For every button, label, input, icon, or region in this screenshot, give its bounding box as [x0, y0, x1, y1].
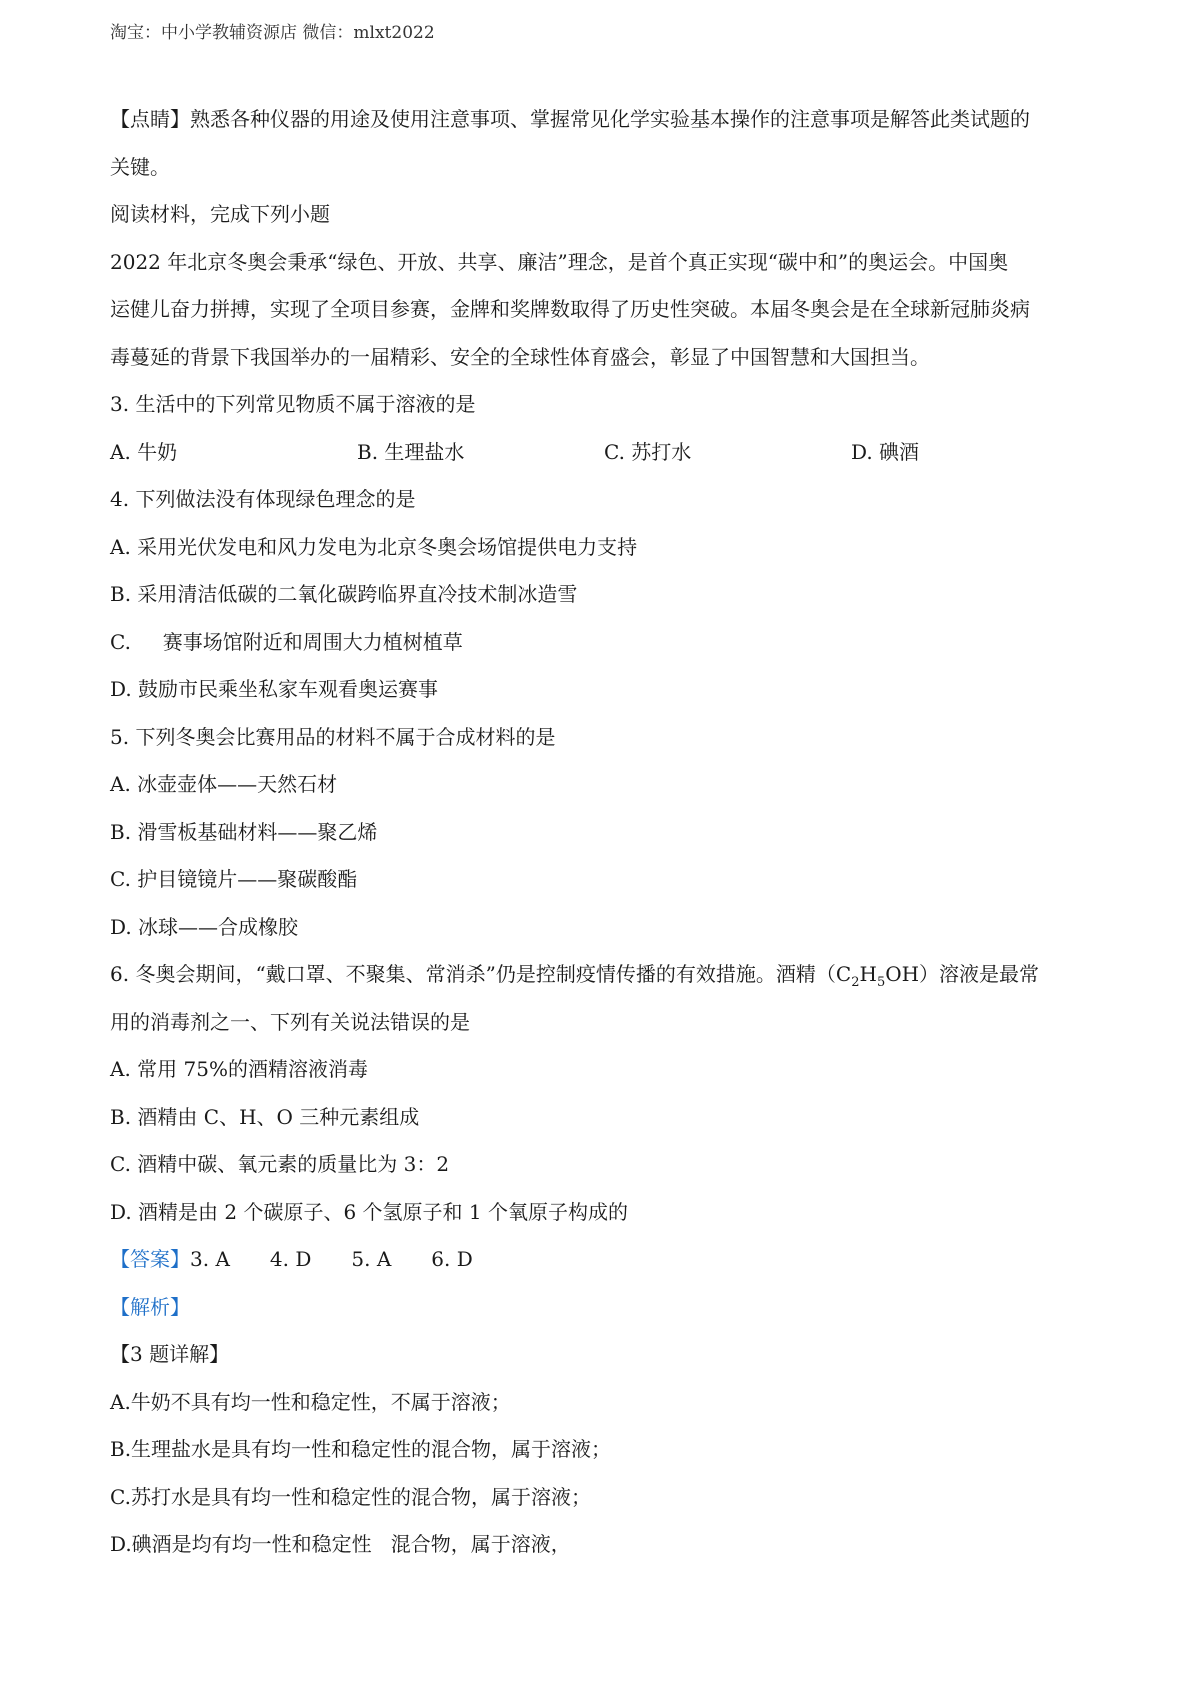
q3-option-a: A. 牛奶	[110, 439, 178, 464]
q4-option-a: A. 采用光伏发电和风力发电为北京冬奥会场馆提供电力支持	[110, 534, 638, 559]
dianjing-tag: 【点睛】	[110, 107, 190, 131]
dianjing-line-2: 关键。	[110, 154, 170, 179]
q4-stem: 4. 下列做法没有体现绿色理念的是	[110, 487, 416, 511]
answer-item: 6. D	[431, 1247, 473, 1271]
document-body	[110, 96, 1100, 1569]
q3-option-d: D. 碘酒	[851, 439, 920, 464]
q3-stem: 3. 生活中的下列常见物质不属于溶液的是	[110, 392, 476, 416]
answer-item: 3. A	[190, 1247, 230, 1271]
q4-option-c: C. 赛事场馆附近和周围大力植树植草	[110, 629, 463, 654]
reading-paragraph-line-1: 2022 年北京冬奥会秉承“绿色、开放、共享、廉洁”理念，是首个真正实现“碳中和”的奥运会。中国奥	[110, 249, 1009, 274]
answer-row	[110, 1236, 1100, 1284]
q5-stem: 5. 下列冬奥会比赛用品的材料不属于合成材料的是	[110, 724, 556, 749]
q4-option-d: D. 鼓励市民乘坐私家车观看奥运赛事	[110, 677, 439, 701]
reading-paragraph-line-2: 运健儿奋力拼搏，实现了全项目参赛，金牌和奖牌数取得了历史性突破。本届冬奥会是在全球新冠肺炎病	[110, 297, 1030, 321]
q6-stem-line-1: 6. 冬奥会期间，“戴口罩、不聚集、常消杀”仍是控制疫情传播的有效措施。酒精$(C_2H_5OH)$溶液是最常	[110, 962, 1040, 990]
q5-option-b: B. 滑雪板基础材料——聚乙烯	[110, 819, 378, 844]
answer-tag: 【答案】	[110, 1247, 190, 1271]
reading-intro: 阅读材料，完成下列小题	[110, 202, 330, 226]
q6-stem-line-2: 用的消毒剂之一、下列有关说法错误的是	[110, 1009, 470, 1034]
q6-option-d: D. 酒精是由 2 个碳原子、6 个氢原子和 1 个氧原子构成的	[110, 1199, 628, 1224]
q6-option-a: A. 常用 75%的酒精溶液消毒	[110, 1057, 368, 1081]
detail3-b: B.生理盐水是具有均一性和稳定性的混合物，属于溶液；	[110, 1437, 612, 1461]
q5-option-d: D. 冰球——合成橡胶	[110, 914, 299, 939]
dianjing-line-1: 【点睛】熟悉各种仪器的用途及使用注意事项、掌握常见化学实验基本操作的注意事项是解答此类试题的	[110, 107, 1030, 131]
detail3-title: 【3 题详解】	[110, 1342, 230, 1366]
q6-option-c: C. 酒精中碳、氧元素的质量比为 3：2	[110, 1152, 450, 1176]
analysis-tag: 【解析】	[110, 1294, 190, 1319]
reading-paragraph-line-3: 毒蔓延的背景下我国举办的一届精彩、安全的全球性体育盛会，彰显了中国智慧和大国担当。	[110, 344, 930, 369]
q3-option-b: B. 生理盐水	[357, 439, 465, 464]
q4-option-b: B. 采用清洁低碳的二氧化碳跨临界直冷技术制冰造雪	[110, 582, 578, 606]
detail3-d: D.碘酒是均有均一性和稳定性 混合物，属于溶液，	[110, 1532, 571, 1556]
page-header: 淘宝：中小学教辅资源店 微信：mlxt2022	[110, 23, 435, 43]
q3-options	[110, 429, 1100, 477]
q5-option-c: C. 护目镜镜片——聚碳酸酯	[110, 867, 358, 891]
detail3-c: C.苏打水是具有均一性和稳定性的混合物，属于溶液；	[110, 1484, 591, 1509]
answer-item: 4. D	[269, 1247, 312, 1271]
q3-option-c: C. 苏打水	[604, 439, 692, 464]
q5-option-a: A. 冰壶壶体——天然石材	[110, 772, 338, 796]
answer-item: 5. A	[351, 1247, 392, 1271]
detail3-a: A.牛奶不具有均一性和稳定性，不属于溶液；	[110, 1389, 511, 1414]
q6-option-b: B. 酒精由 C、H、O 三种元素组成	[110, 1104, 420, 1129]
